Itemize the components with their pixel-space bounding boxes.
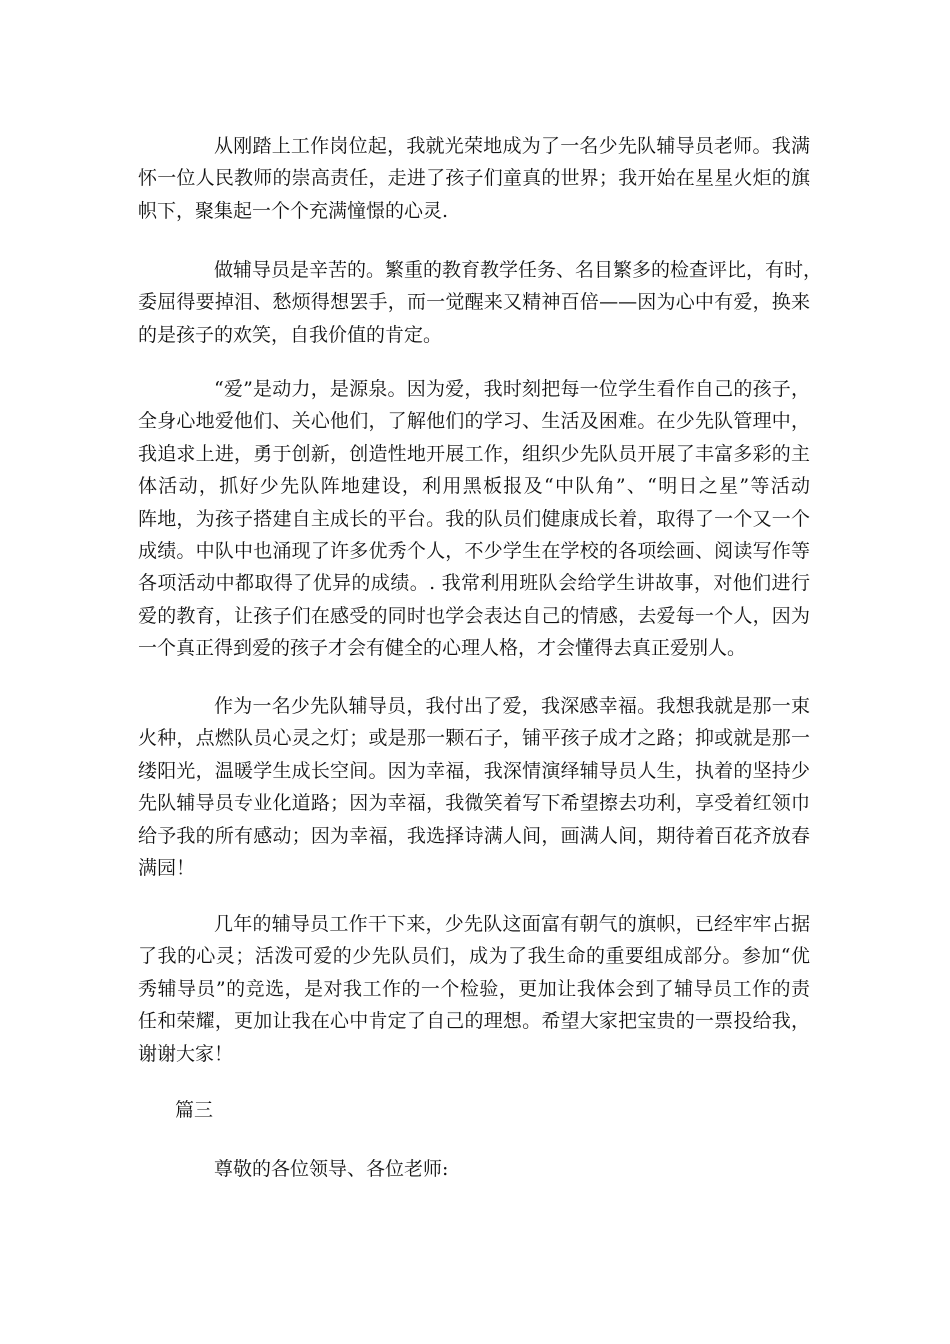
paragraph-3: [138, 373, 810, 665]
text-line: 爱的教育，让孩子们在感受的同时也学会表达自己的情感，去爱每一个人，因为: [138, 604, 810, 627]
text-line: 委屈得要掉泪、愁烦得想罢手，而一觉醒来又精神百倍——因为心中有爱，换来: [138, 291, 810, 314]
text-line: 火种，点燃队员心灵之灯；或是那一颗石子，铺平孩子成才之路；抑或就是那一: [138, 727, 810, 750]
text-line: 怀一位人民教师的崇高责任，走进了孩子们童真的世界；我开始在星星火炬的旗: [138, 167, 810, 190]
text-line: 成绩。中队中也涌现了许多优秀个人，不少学生在学校的各项绘画、阅读写作等: [138, 540, 810, 563]
text-line: 我追求上进，勇于创新，创造性地开展工作，组织少先队员开展了丰富多彩的主: [138, 442, 810, 465]
paragraph-5: [138, 908, 810, 1070]
paragraph-1: [138, 130, 810, 227]
text-line: 秀辅导员”的竞选，是对我工作的一个检验，更加让我体会到了辅导员工作的责: [138, 977, 810, 1000]
text-line: 做辅导员是辛苦的。繁重的教育教学任务、名目繁多的检查评比，有时，: [214, 259, 823, 281]
text-line: 帜下，聚集起一个个充满憧憬的心灵.: [138, 199, 449, 222]
text-line: 任和荣耀，更加让我在心中肯定了自己的理想。希望大家把宝贵的一票投给我，: [138, 1010, 810, 1033]
text-line: 满园！: [138, 857, 196, 880]
text-line: 了我的心灵；活泼可爱的少先队员们，成为了我生命的重要组成部分。参加“优: [138, 945, 810, 968]
text-line: 几年的辅导员工作干下来，少先队这面富有朝气的旗帜，已经牢牢占据: [214, 913, 810, 935]
text-line: 全身心地爱他们、关心他们，了解他们的学习、生活及困难。在少先队管理中，: [138, 410, 810, 433]
text-line: 作为一名少先队辅导员，我付出了爱，我深感幸福。我想我就是那一束: [214, 695, 810, 717]
text-line: 先队辅导员专业化道路；因为幸福，我微笑着写下希望擦去功利，享受着红领巾: [138, 792, 810, 815]
text-line: 阵地，为孩子搭建自主成长的平台。我的队员们健康成长着，取得了一个又一个: [138, 507, 810, 530]
paragraph-4: [138, 690, 810, 884]
text-line: 各项活动中都取得了优异的成绩。. 我常利用班队会给学生讲故事，对他们进行: [138, 572, 810, 595]
text-line: 的是孩子的欢笑，自我价值的肯定。: [138, 323, 443, 346]
text-line: 给予我的所有感动；因为幸福，我选择诗满人间，画满人间，期待着百花齐放春: [138, 824, 810, 847]
section-heading: 篇三: [175, 1099, 214, 1121]
text-line: 谢谢大家！: [138, 1042, 234, 1065]
text-line: 体活动，抓好少先队阵地建设，利用黑板报及“中队角”、“明日之星”等活动: [138, 475, 810, 498]
text-line: 一个真正得到爱的孩子才会有健全的心理人格，才会懂得去真正爱别人。: [138, 637, 747, 660]
text-line: 缕阳光，温暖学生成长空间。因为幸福，我深情演绎辅导员人生，执着的坚持少: [138, 759, 810, 782]
salutation: 尊敬的各位领导、各位老师:: [214, 1158, 449, 1180]
text-line: “爱”是动力，是源泉。因为爱，我时刻把每一位学生看作自己的孩子，: [214, 378, 810, 400]
text-line: 从刚踏上工作岗位起，我就光荣地成为了一名少先队辅导员老师。我满: [214, 135, 810, 157]
paragraph-2: [138, 254, 823, 351]
